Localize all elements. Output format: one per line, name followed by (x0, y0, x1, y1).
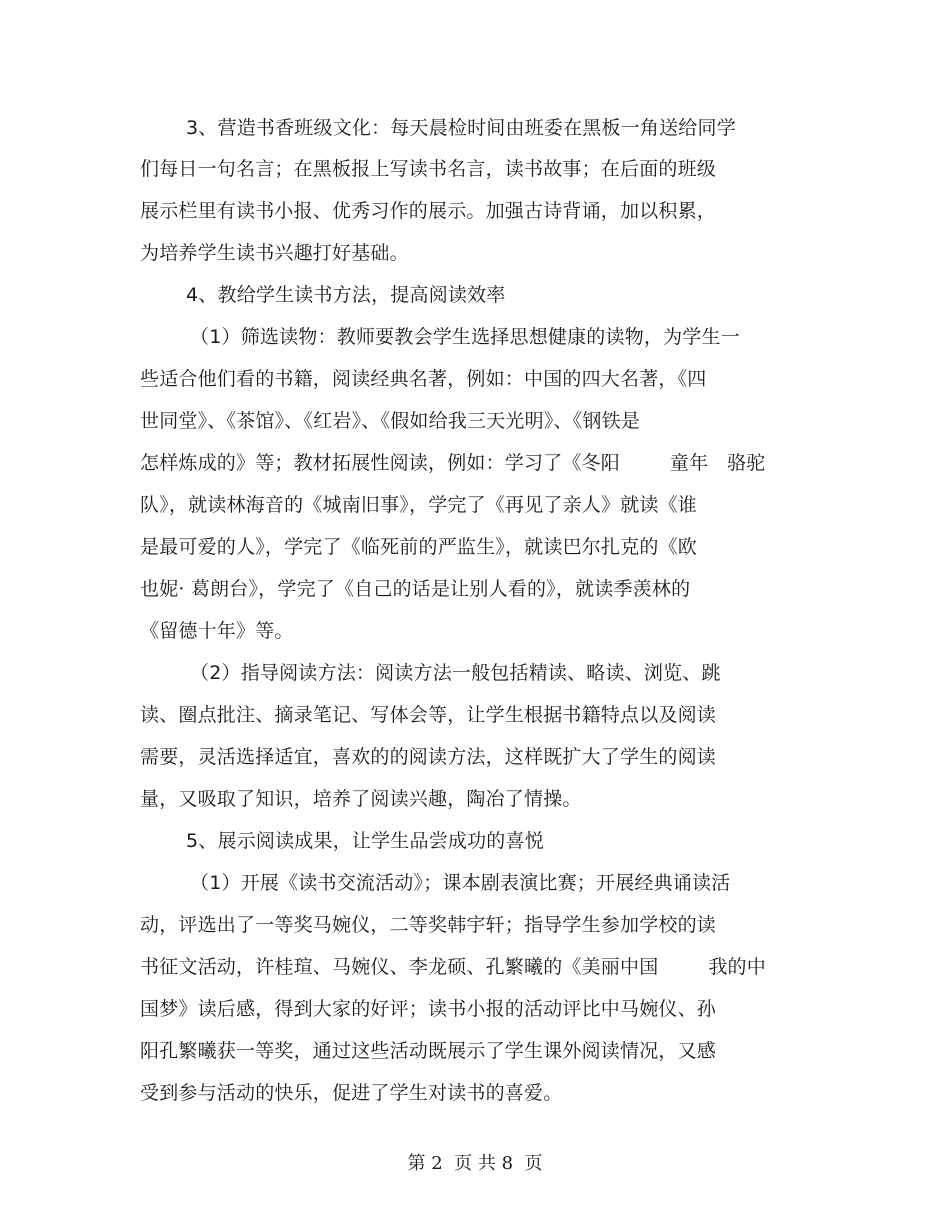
item-4-1-line-8: 《留德十年》等。 (140, 620, 294, 642)
item-4-1-line-4: 怎样炼成的》等；教材拓展性阅读，例如：学习了《冬阳 童年 骆驼 (140, 452, 766, 474)
item-4-2-line-2: 读、圈点批注、摘录笔记、写体会等，让学生根据书籍特点以及阅读 (140, 704, 717, 726)
item-5-1-line-5: 阳孔繁曦获一等奖，通过这些活动既展示了学生课外阅读情况，又感 (140, 1040, 717, 1062)
item-4-1-line-5: 队》，就读林海音的《城南旧事》，学完了《再见了亲人》就读《谁 (140, 494, 698, 516)
paragraph-3-line-4: 为培养学生读书兴趣打好基础。 (140, 242, 409, 264)
item-4-1-line-1: （1）筛选读物：教师要教会学生选择思想健康的读物，为学生一 (190, 326, 740, 348)
item-5-1-line-4: 国梦》读后感，得到大家的好评；读书小报的活动评比中马婉仪、孙 (140, 998, 717, 1020)
paragraph-3-line-1: 3、营造书香班级文化：每天晨检时间由班委在黑板一角送给同学 (186, 117, 736, 139)
paragraph-3-line-3: 展示栏里有读书小报、优秀习作的展示。加强古诗背诵，加以积累， (140, 200, 717, 222)
page-number-footer: 第 2 页 共 8 页 (407, 1153, 543, 1174)
item-4-1-line-2: 些适合他们看的书籍，阅读经典名著，例如：中国的四大名著，《四 (140, 368, 707, 390)
item-5-1-line-2: 动，评选出了一等奖马婉仪，二等奖韩宇轩；指导学生参加学校的读 (140, 914, 717, 936)
item-4-2-line-1: （2）指导阅读方法：阅读方法一般包括精读、略读、浏览、跳 (190, 662, 721, 684)
item-4-1-line-7: 也妮· 葛朗台》，学完了《自己的话是让别人看的》，就读季羡林的 (140, 578, 691, 600)
item-4-1-line-3: 世同堂》、《茶馆》、《红岩》、《假如给我三天光明》、《钢铁是 (140, 410, 641, 432)
section-4-heading: 4、教给学生读书方法，提高阅读效率 (186, 284, 506, 306)
item-5-1-line-3: 书征文活动，许桂瑄、马婉仪、李龙硕、孔繁曦的《美丽中国 我的中 (140, 956, 766, 978)
paragraph-3-line-2: 们每日一句名言；在黑板报上写读书名言，读书故事；在后面的班级 (140, 158, 717, 180)
item-4-2-line-4: 量，又吸取了知识，培养了阅读兴趣，陶冶了情操。 (140, 788, 582, 810)
item-5-1-line-6: 受到参与活动的快乐，促进了学生对读书的喜爱。 (140, 1082, 563, 1104)
item-5-1-line-1: （1）开展《读书交流活动》；课本剧表演比赛；开展经典诵读活 (190, 872, 731, 894)
item-4-1-line-6: 是最可爱的人》，学完了《临死前的严监生》，就读巴尔扎克的《欧 (140, 536, 698, 558)
item-4-2-line-3: 需要，灵活选择适宜，喜欢的的阅读方法，这样既扩大了学生的阅读 (140, 746, 717, 768)
section-5-heading: 5、展示阅读成果，让学生品尝成功的喜悦 (186, 830, 544, 852)
